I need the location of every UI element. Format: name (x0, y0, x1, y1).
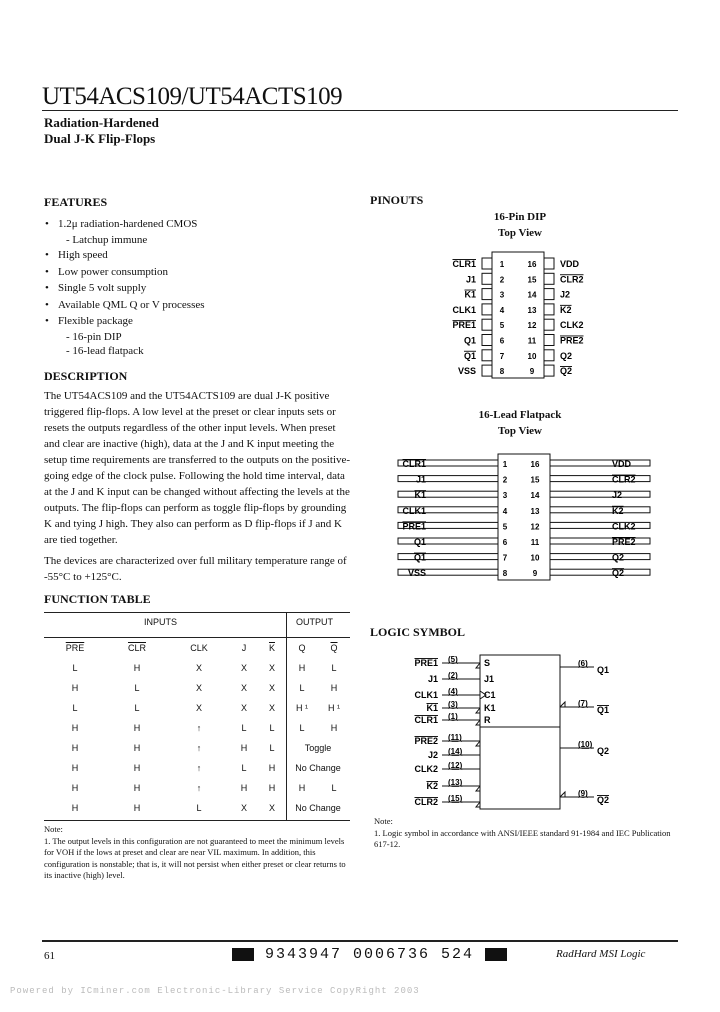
column-header: $\overline{PRE}$ (65, 643, 85, 653)
input-label: PRE1 (414, 658, 438, 668)
pin-box (544, 350, 554, 361)
feature-item: • High speed (44, 247, 205, 264)
pin-number: 10 (527, 351, 537, 361)
pin-label: PRE1 (452, 320, 476, 331)
pin-label: CLK1 (452, 304, 476, 315)
column-header: $\overline{CLR}$ (127, 643, 146, 653)
pin-box (482, 365, 492, 376)
input-pin: (11) (448, 733, 462, 742)
cell: X (195, 663, 202, 673)
pin-label: CLK2 (612, 521, 636, 532)
input-label: CLK1 (414, 690, 438, 700)
cell: H (133, 723, 141, 733)
pin-number: 14 (530, 491, 540, 501)
pin-label: VSS (407, 568, 426, 579)
cell: L (134, 683, 140, 693)
description-paragraph: The devices are characterized over full military temperature range of -55°C to +125°C. (44, 555, 347, 583)
cell: H (298, 663, 306, 673)
cell: ↑ (196, 783, 202, 793)
barcode-block-icon (232, 948, 254, 961)
input-pin: (14) (448, 747, 463, 756)
output-pin: (9) (578, 789, 588, 798)
pin-label: VDD (612, 459, 632, 469)
pin-box (544, 365, 554, 376)
inverter-mark (476, 741, 480, 746)
dip-view: Top View (498, 227, 542, 239)
page-subtitle (44, 115, 159, 147)
cell: H (240, 743, 248, 753)
pin-number: 12 (527, 321, 537, 331)
column-header: CLK (190, 643, 208, 653)
lead (550, 554, 650, 560)
pinouts-heading: PINOUTS (370, 193, 424, 207)
cell: L (299, 683, 305, 693)
output-pin: (6) (578, 659, 588, 668)
cell: H (268, 783, 276, 793)
pin-label: K1 (414, 490, 426, 501)
logic-symbol-heading: LOGIC SYMBOL (370, 625, 466, 639)
output-pin: (7) (578, 699, 588, 708)
cell: H (240, 783, 248, 793)
table-row (44, 698, 350, 718)
feature-subitem: - 16-lead flatpack (66, 345, 144, 357)
description-body (44, 388, 354, 590)
pin-label: CLK2 (560, 320, 584, 331)
footer-rule (42, 940, 678, 942)
cell: L (241, 723, 247, 733)
flatpack-title: 16-Lead Flatpack (478, 409, 562, 421)
cell: H (330, 723, 338, 733)
series-name: RadHard MSI Logic (556, 948, 646, 960)
pin-label: J2 (612, 490, 623, 501)
inverter-mark (476, 786, 480, 791)
input-label: K2 (426, 781, 438, 791)
table-row (44, 798, 350, 818)
pin-label: CLR1 (402, 459, 426, 469)
pin-label: CLK1 (402, 505, 426, 516)
cell: L (241, 763, 247, 773)
column-header: $\overline{Q}$ (330, 643, 338, 653)
logic-symbol-diagram (380, 645, 680, 815)
description-paragraph: The UT54ACS109 and the UT54ACTS109 are dual J-K positive triggered flip-flops. A low level at the preset or clear inputs sets or resets the outputs regardless of the other input levels. When preset and clear are inactive (high), data at the J and K input meeting the setup time requirements are transferred to the outputs on the positive-going edge of the clock pulse. Following the hold time interval, data at the J and K input can be changed without affecting the levels at the outputs. The flip-flops can perform as toggle flip-flops by grounding K and tying J high. They also can perform as D flip-flops if J and K are tied together. (44, 390, 351, 546)
subtitle-line-1: Radiation-Hardened (44, 115, 159, 130)
lead (550, 507, 650, 513)
input-label: PRE2 (414, 736, 438, 746)
cell: L (72, 663, 78, 673)
feature-item: • Flexible package (44, 313, 205, 330)
logic-symbol-note (374, 816, 674, 851)
pin-label: Q1 (413, 552, 426, 563)
pin-label: J2 (560, 289, 571, 300)
cell: X (268, 683, 275, 693)
cell: H (330, 683, 338, 693)
note-label: Note: (374, 816, 393, 826)
table-row (44, 758, 350, 778)
cell: H (133, 763, 141, 773)
page-title: UT54ACS109/UT54ACTS109 (42, 83, 343, 110)
flatpack-diagram (380, 450, 680, 585)
features-list (44, 216, 205, 359)
cell: L (134, 703, 140, 713)
cell: H (71, 683, 79, 693)
column-header: $\overline{K}$ (268, 643, 275, 653)
pin-number: 6 (502, 538, 508, 547)
table-row (44, 678, 350, 698)
table-row (44, 718, 350, 738)
pin-number: 2 (499, 275, 505, 285)
cell: ↑ (196, 763, 202, 773)
feature-item: • Available QML Q or V processes (44, 297, 205, 314)
pin-number: 12 (530, 522, 540, 532)
pin-number: 11 (527, 336, 537, 346)
pin-number: 13 (530, 506, 540, 516)
pin-number: 15 (530, 475, 540, 485)
pin-number: 16 (527, 260, 537, 269)
page-number: 61 (44, 950, 55, 962)
output-pin: (10) (578, 740, 593, 749)
cell: X (268, 703, 275, 713)
function-table-frame (44, 612, 350, 821)
pin-box (544, 258, 554, 269)
pin-number: 5 (502, 522, 508, 532)
lead (550, 569, 650, 575)
cell: H (133, 743, 141, 753)
feature-item: • Single 5 volt supply (44, 280, 205, 297)
lead (398, 476, 498, 482)
inverter-mark (476, 720, 480, 725)
pin-box (482, 289, 492, 300)
cell: L (331, 663, 337, 673)
pin-box (482, 273, 492, 284)
output-label: Q2 (597, 746, 610, 756)
cell: No Change (295, 763, 341, 773)
pin-label: Q1 (463, 350, 476, 361)
pin-label: Q1 (413, 537, 426, 547)
function-table-heading: FUNCTION TABLE (44, 592, 151, 606)
pin-label: PRE1 (402, 521, 426, 532)
description-heading: DESCRIPTION (44, 369, 128, 383)
pin-number: 3 (499, 290, 505, 300)
pin-number: 13 (527, 305, 537, 315)
pin-label: Q2 (612, 568, 625, 579)
pin-number: 15 (527, 275, 537, 285)
pin-label: J1 (465, 274, 476, 285)
pin-box (482, 258, 492, 269)
pin-label: PRE2 (560, 335, 584, 346)
port-label: J1 (484, 674, 495, 684)
inverter-mark (560, 702, 565, 707)
pin-label: CLR1 (452, 259, 476, 269)
pin-label: K1 (464, 289, 476, 300)
pin-label: K2 (612, 505, 624, 516)
input-label: CLR1 (414, 715, 438, 725)
pin-label: Q2 (560, 366, 573, 377)
pin-label: Q2 (612, 552, 625, 563)
pin-label: VSS (457, 366, 476, 377)
lead (398, 491, 498, 497)
cell: H (71, 743, 79, 753)
pin-number: 3 (502, 491, 508, 501)
watermark: Powered by ICminer.com Electronic-Library Service CopyRight 2003 (10, 986, 420, 996)
feature-item: • 1.2μ radiation-hardened CMOS (44, 216, 205, 233)
barcode-text: 9343947 0006736 524 (265, 946, 475, 963)
port-label: C1 (484, 690, 496, 700)
function-table (44, 638, 350, 818)
pin-number: 2 (502, 475, 508, 485)
cell: X (240, 683, 247, 693)
port-label: K1 (484, 703, 496, 713)
input-pin: (1) (448, 712, 458, 721)
cell: H (71, 723, 79, 733)
cell: L (72, 703, 78, 713)
cell: H ¹ (328, 703, 340, 713)
header-rule (42, 110, 678, 111)
cell: L (299, 723, 305, 733)
pin-number: 8 (502, 569, 508, 579)
pin-box (544, 335, 554, 346)
flipflop-2-block (480, 727, 560, 809)
feature-item: • Low power consumption (44, 264, 205, 281)
cell: L (269, 723, 275, 733)
pin-label: K2 (560, 304, 572, 315)
input-label: CLK2 (414, 764, 438, 774)
dip-diagram (380, 250, 680, 385)
table-row (44, 778, 350, 798)
port-label: S (484, 658, 491, 668)
cell: H (268, 763, 276, 773)
output-label: Q1 (597, 665, 610, 675)
input-pin: (2) (448, 671, 458, 680)
input-pin: (15) (448, 794, 463, 803)
pin-box (482, 304, 492, 315)
table-header-row (44, 638, 350, 658)
pin-label: Q2 (560, 350, 573, 361)
pin-number: 7 (502, 553, 508, 563)
input-pin: (12) (448, 761, 463, 770)
pin-number: 9 (529, 367, 535, 377)
cell: H (71, 803, 79, 813)
pin-label: VDD (560, 259, 580, 269)
cell: H ¹ (296, 703, 308, 713)
input-pin: (13) (448, 778, 463, 787)
column-header: Q (298, 643, 306, 653)
column-header: J (241, 643, 247, 653)
cell: H (133, 783, 141, 793)
output-label: Q2 (597, 795, 610, 805)
dip-title: 16-Pin DIP (493, 211, 547, 223)
input-pin: (5) (448, 655, 458, 664)
flatpack-view: Top View (498, 425, 542, 437)
pin-number: 1 (502, 460, 508, 469)
pin-number: 4 (502, 506, 508, 516)
input-label: J2 (427, 750, 438, 760)
function-table-note (44, 824, 354, 882)
cell: H (298, 783, 306, 793)
pin-label: J1 (415, 474, 426, 485)
pin-number: 7 (499, 351, 505, 361)
pin-number: 1 (499, 260, 505, 269)
table-row (44, 738, 350, 758)
pin-box (544, 289, 554, 300)
feature-subitem: - 16-pin DIP (66, 330, 122, 343)
cell: X (240, 703, 247, 713)
pin-box (482, 335, 492, 346)
cell: H (71, 763, 79, 773)
inverter-mark (476, 802, 480, 807)
inverter-mark (476, 663, 480, 668)
features-heading: FEATURES (44, 195, 108, 209)
input-label: CLR2 (414, 797, 438, 807)
cell: ↑ (196, 743, 202, 753)
barcode-block-icon (485, 948, 507, 961)
pin-number: 10 (530, 553, 540, 563)
input-label: K1 (426, 703, 438, 713)
pin-label: CLR2 (560, 274, 584, 285)
cell: H (71, 783, 79, 793)
pin-number: 4 (499, 305, 505, 315)
note-label: Note: (44, 824, 63, 834)
pin-box (544, 304, 554, 315)
cell: H (133, 663, 141, 673)
cell: L (331, 783, 337, 793)
cell: X (195, 683, 202, 693)
inverter-mark (476, 708, 480, 713)
cell: X (240, 803, 247, 813)
cell: L (196, 803, 202, 813)
pin-number: 8 (499, 367, 505, 377)
input-label: J1 (427, 674, 438, 684)
port-label: R (484, 715, 491, 725)
pin-number: 5 (499, 321, 505, 331)
cell: No Change (295, 803, 341, 813)
table-row (44, 658, 350, 678)
cell: X (268, 663, 275, 673)
pin-label: CLR2 (612, 474, 636, 485)
cell: X (240, 663, 247, 673)
pin-number: 9 (532, 569, 538, 579)
pin-box (544, 273, 554, 284)
input-pin: (4) (448, 687, 458, 696)
output-label: OUTPUT (296, 617, 333, 627)
pin-box (482, 350, 492, 361)
cell: L (269, 743, 275, 753)
output-label: Q1 (597, 705, 610, 715)
inverter-mark (560, 792, 565, 797)
pin-label: PRE2 (612, 537, 636, 547)
cell: X (268, 803, 275, 813)
feature-subitem: - Latchup immune (66, 233, 148, 246)
pin-box (544, 319, 554, 330)
pin-label: Q1 (463, 335, 476, 346)
note-text: 1. The output levels in this configuration are not guaranteed to meet the minimum levels for VOH if the lows at preset and clear are near VIL maximum. In addition, this configuration is nonstable; that is, it will not persist when either preset or clear returns to its inactive (high) level. (44, 835, 346, 880)
pin-number: 16 (530, 460, 540, 469)
pin-number: 11 (530, 538, 540, 547)
cell: X (195, 703, 202, 713)
note-text: 1. Logic symbol in accordance with ANSI/IEEE standard 91-1984 and IEC Publication 617-12. (374, 827, 671, 849)
cell: ↑ (196, 723, 202, 733)
subtitle-line-2: Dual J-K Flip-Flops (44, 131, 156, 146)
pin-number: 6 (499, 336, 505, 346)
input-pin: (3) (448, 700, 458, 709)
lead (550, 460, 650, 466)
pin-number: 14 (527, 290, 537, 300)
cell: H (133, 803, 141, 813)
cell: Toggle (304, 743, 332, 753)
lead (550, 491, 650, 497)
barcode (232, 946, 507, 963)
pin-box (482, 319, 492, 330)
inputs-label: INPUTS (144, 617, 178, 627)
